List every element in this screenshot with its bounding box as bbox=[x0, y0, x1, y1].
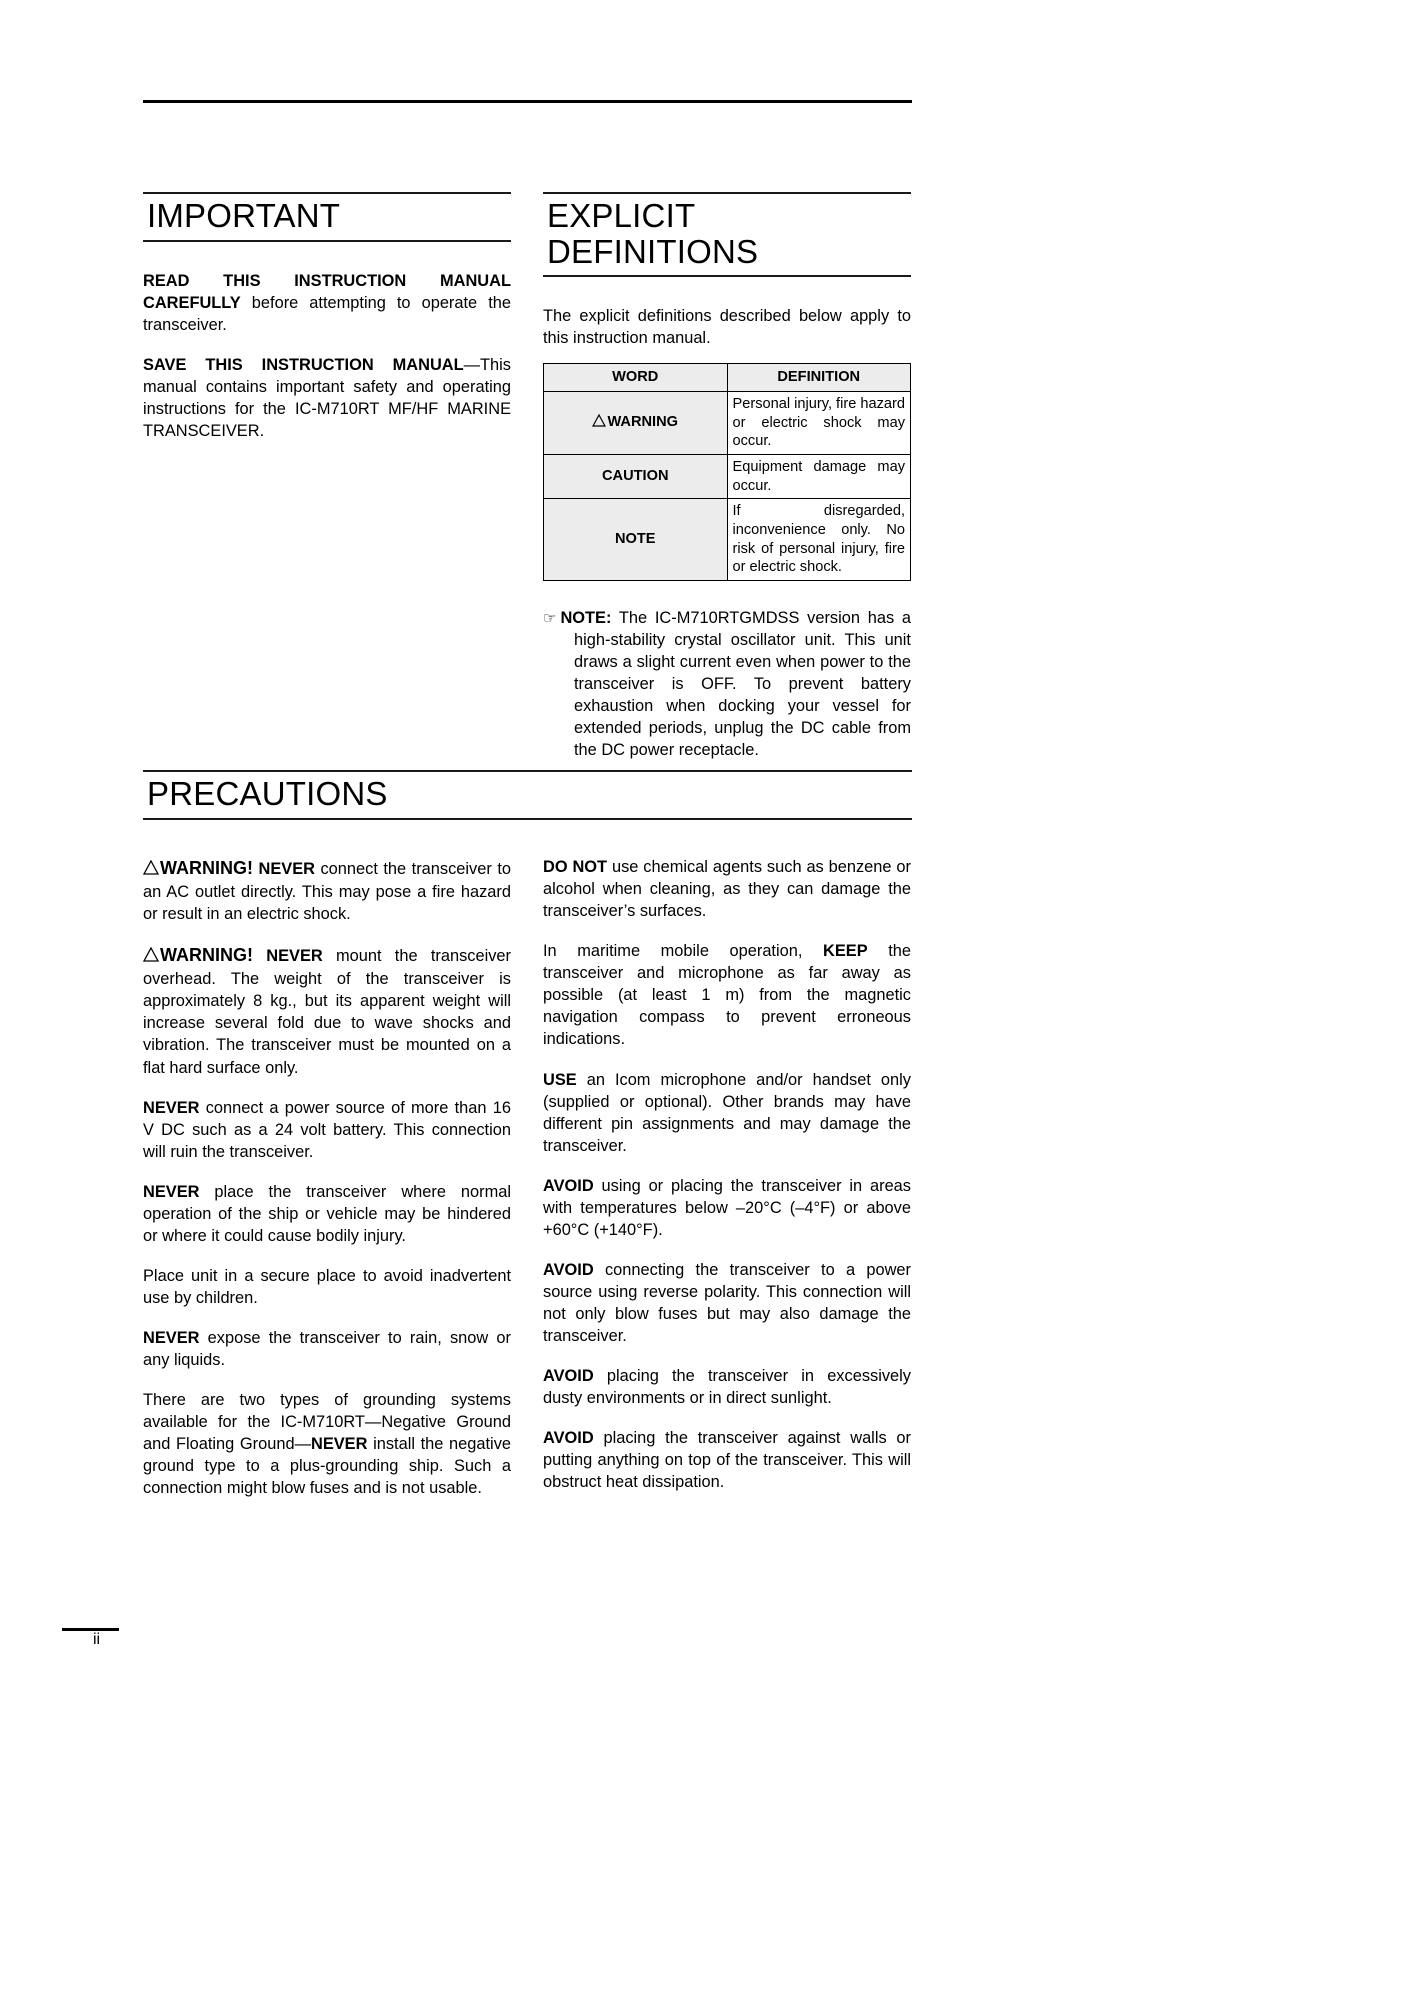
precaution-lead: NEVER bbox=[143, 1329, 200, 1348]
explicit-definitions-intro: The explicit definitions described below apply to this instruction manual. bbox=[543, 307, 911, 348]
explicit-definitions-heading bbox=[543, 192, 911, 277]
precaution-rest: In maritime mobile operation, bbox=[543, 942, 823, 961]
precaution-tail: the transceiver and microphone as far away as possible (at least 1 m) from the magnetic navigation compass to prevent erroneous indications. bbox=[543, 942, 912, 1049]
read-manual-lead: READ THIS INSTRUCTION MANUAL CAREFULLY bbox=[143, 271, 511, 312]
precaution-lead: NEVER bbox=[143, 1182, 200, 1201]
precaution-rest: mount the transceiver overhead. The weight of the transceiver is approximately 8 kg., but its apparent weight will increase several fold due to wave shocks and vibration. The transceiver must be mounted on a flat hard surface only. bbox=[143, 947, 511, 1077]
precaution-lead: WARNING! bbox=[160, 945, 253, 966]
precaution-rest: Place unit in a secure place to avoid inadvertent use by children. bbox=[143, 1266, 511, 1307]
table-row bbox=[544, 455, 911, 499]
heading-rule-bottom bbox=[543, 275, 911, 277]
important-paragraph-save bbox=[143, 354, 511, 442]
precaution-item bbox=[143, 1181, 511, 1247]
save-manual-rest: —This manual contains important safety and operating instructions for the IC-M710RT MF/HF MARINE TRANSCEIVER. bbox=[143, 355, 511, 440]
definition-cell: Personal injury, fire hazard or electric shock may occur. bbox=[727, 392, 911, 455]
precautions-heading bbox=[143, 770, 912, 820]
precaution-lead: USE bbox=[543, 1070, 577, 1089]
precaution-rest: place the transceiver where normal operation of the ship or vehicle may be hindered or where it could cause bodily injury. bbox=[143, 1182, 511, 1245]
precaution-rest: use chemical agents such as benzene or alcohol when cleaning, as they can damage the transceiver’s surfaces. bbox=[543, 858, 911, 921]
precaution-lead: NEVER bbox=[143, 1098, 200, 1117]
table-row bbox=[544, 499, 911, 581]
word-cell-note: NOTE bbox=[544, 499, 728, 581]
column-header-definition: DEFINITION bbox=[727, 364, 911, 392]
precautions-right-column bbox=[543, 856, 911, 1494]
important-section bbox=[143, 192, 511, 442]
precaution-item bbox=[143, 1327, 511, 1371]
gmdss-note bbox=[543, 607, 911, 761]
precaution-item bbox=[543, 1365, 911, 1409]
precaution-rest: placing the transceiver in excessively dusty environments or in direct sunlight. bbox=[543, 1367, 911, 1408]
precaution-lead2: NEVER bbox=[258, 860, 315, 878]
precaution-item bbox=[143, 856, 511, 925]
explicit-definitions-title: EXPLICIT DEFINITIONS bbox=[547, 197, 759, 270]
precaution-lead: DO NOT bbox=[543, 858, 608, 876]
warning-triangle-icon bbox=[143, 859, 159, 881]
definition-cell: Equipment damage may occur. bbox=[727, 455, 911, 499]
precaution-lead2: NEVER bbox=[266, 947, 323, 966]
important-title: IMPORTANT bbox=[147, 197, 341, 234]
note-lead: NOTE: bbox=[560, 609, 612, 628]
save-manual-lead: SAVE THIS INSTRUCTION MANUAL bbox=[143, 355, 464, 374]
warning-triangle-icon bbox=[592, 414, 606, 433]
precaution-lead: AVOID bbox=[543, 1429, 594, 1448]
precautions-left-column bbox=[143, 856, 511, 1500]
word-label: WARNING bbox=[607, 414, 679, 431]
table-row bbox=[544, 392, 911, 455]
precaution-item bbox=[543, 1069, 911, 1157]
column-header-word: WORD bbox=[544, 364, 728, 392]
word-cell-caution: CAUTION bbox=[544, 455, 728, 499]
warning-triangle-icon bbox=[143, 946, 159, 968]
precaution-mid-bold: NEVER bbox=[310, 1435, 368, 1454]
page-top-rule bbox=[143, 100, 912, 103]
precaution-rest: expose the transceiver to rain, snow or any liquids. bbox=[143, 1329, 511, 1370]
word-cell-warning bbox=[544, 392, 728, 455]
page-number: ii bbox=[93, 1631, 101, 1648]
definition-cell: If disregarded, inconvenience only. No risk of personal injury, fire or electric shock. bbox=[727, 499, 911, 581]
heading-rule-bottom bbox=[143, 240, 511, 242]
heading-rule-bottom bbox=[143, 818, 912, 820]
precaution-item bbox=[543, 1259, 911, 1347]
precaution-rest: an Icom microphone and/or handset only (supplied or optional). Other brands may have different pin assignments and may damage the transceiver. bbox=[543, 1070, 911, 1155]
pointing-hand-icon: ☞ bbox=[543, 610, 557, 628]
precaution-item bbox=[543, 856, 911, 922]
precaution-rest: placing the transceiver against walls or putting anything on top of the transceiver. This will obstruct heat dissipation. bbox=[543, 1429, 911, 1492]
precaution-rest: connect a power source of more than 16 V DC such as a 24 volt battery. This connection will ruin the transceiver. bbox=[143, 1098, 511, 1161]
definitions-table bbox=[543, 363, 911, 581]
precaution-item bbox=[143, 1265, 511, 1309]
precaution-tail: install the negative ground type to a plus-grounding ship. Such a connection might blow fuses and is not usable. bbox=[143, 1435, 512, 1498]
precaution-item bbox=[543, 940, 911, 1050]
precaution-rest: using or placing the transceiver in areas with temperatures below –20°C (–4°F) or above +60°C (+140°F). bbox=[543, 1176, 911, 1239]
important-paragraph-read bbox=[143, 270, 511, 336]
precaution-lead: AVOID bbox=[543, 1260, 594, 1279]
explicit-definitions-section bbox=[543, 192, 911, 762]
table-header-row bbox=[544, 364, 911, 392]
important-heading bbox=[143, 192, 511, 242]
precaution-mid-bold: KEEP bbox=[823, 942, 868, 961]
precaution-item bbox=[143, 1097, 511, 1163]
precaution-item bbox=[143, 943, 511, 1078]
precaution-lead: WARNING! bbox=[160, 858, 253, 878]
read-manual-rest: before attempting to operate the transceiver. bbox=[143, 293, 511, 334]
precaution-item bbox=[143, 1389, 511, 1499]
precautions-title: PRECAUTIONS bbox=[147, 775, 388, 812]
precaution-rest: connect the transceiver to an AC outlet directly. This may pose a fire hazard or result in an electric shock. bbox=[143, 860, 511, 924]
precaution-rest: There are two types of grounding systems available for the IC-M710RT—Negative Ground and Floating Ground— bbox=[143, 1391, 511, 1454]
precaution-item bbox=[543, 1175, 911, 1241]
precaution-lead: AVOID bbox=[543, 1367, 594, 1386]
precaution-lead: AVOID bbox=[543, 1176, 594, 1195]
precaution-item bbox=[543, 1427, 911, 1493]
footer-rule bbox=[62, 1628, 119, 1631]
note-rest: The IC-M710RTGMDSS version has a high-stability crystal oscillator unit. This unit draws a slight current even when power to the transceiver is OFF. To prevent battery exhaustion when docking your vessel for extended periods, unplug the DC cable from the DC power receptacle. bbox=[574, 609, 911, 760]
precaution-rest: connecting the transceiver to a power source using reverse polarity. This connection will not only blow fuses but may also damage the transceiver. bbox=[543, 1260, 911, 1346]
